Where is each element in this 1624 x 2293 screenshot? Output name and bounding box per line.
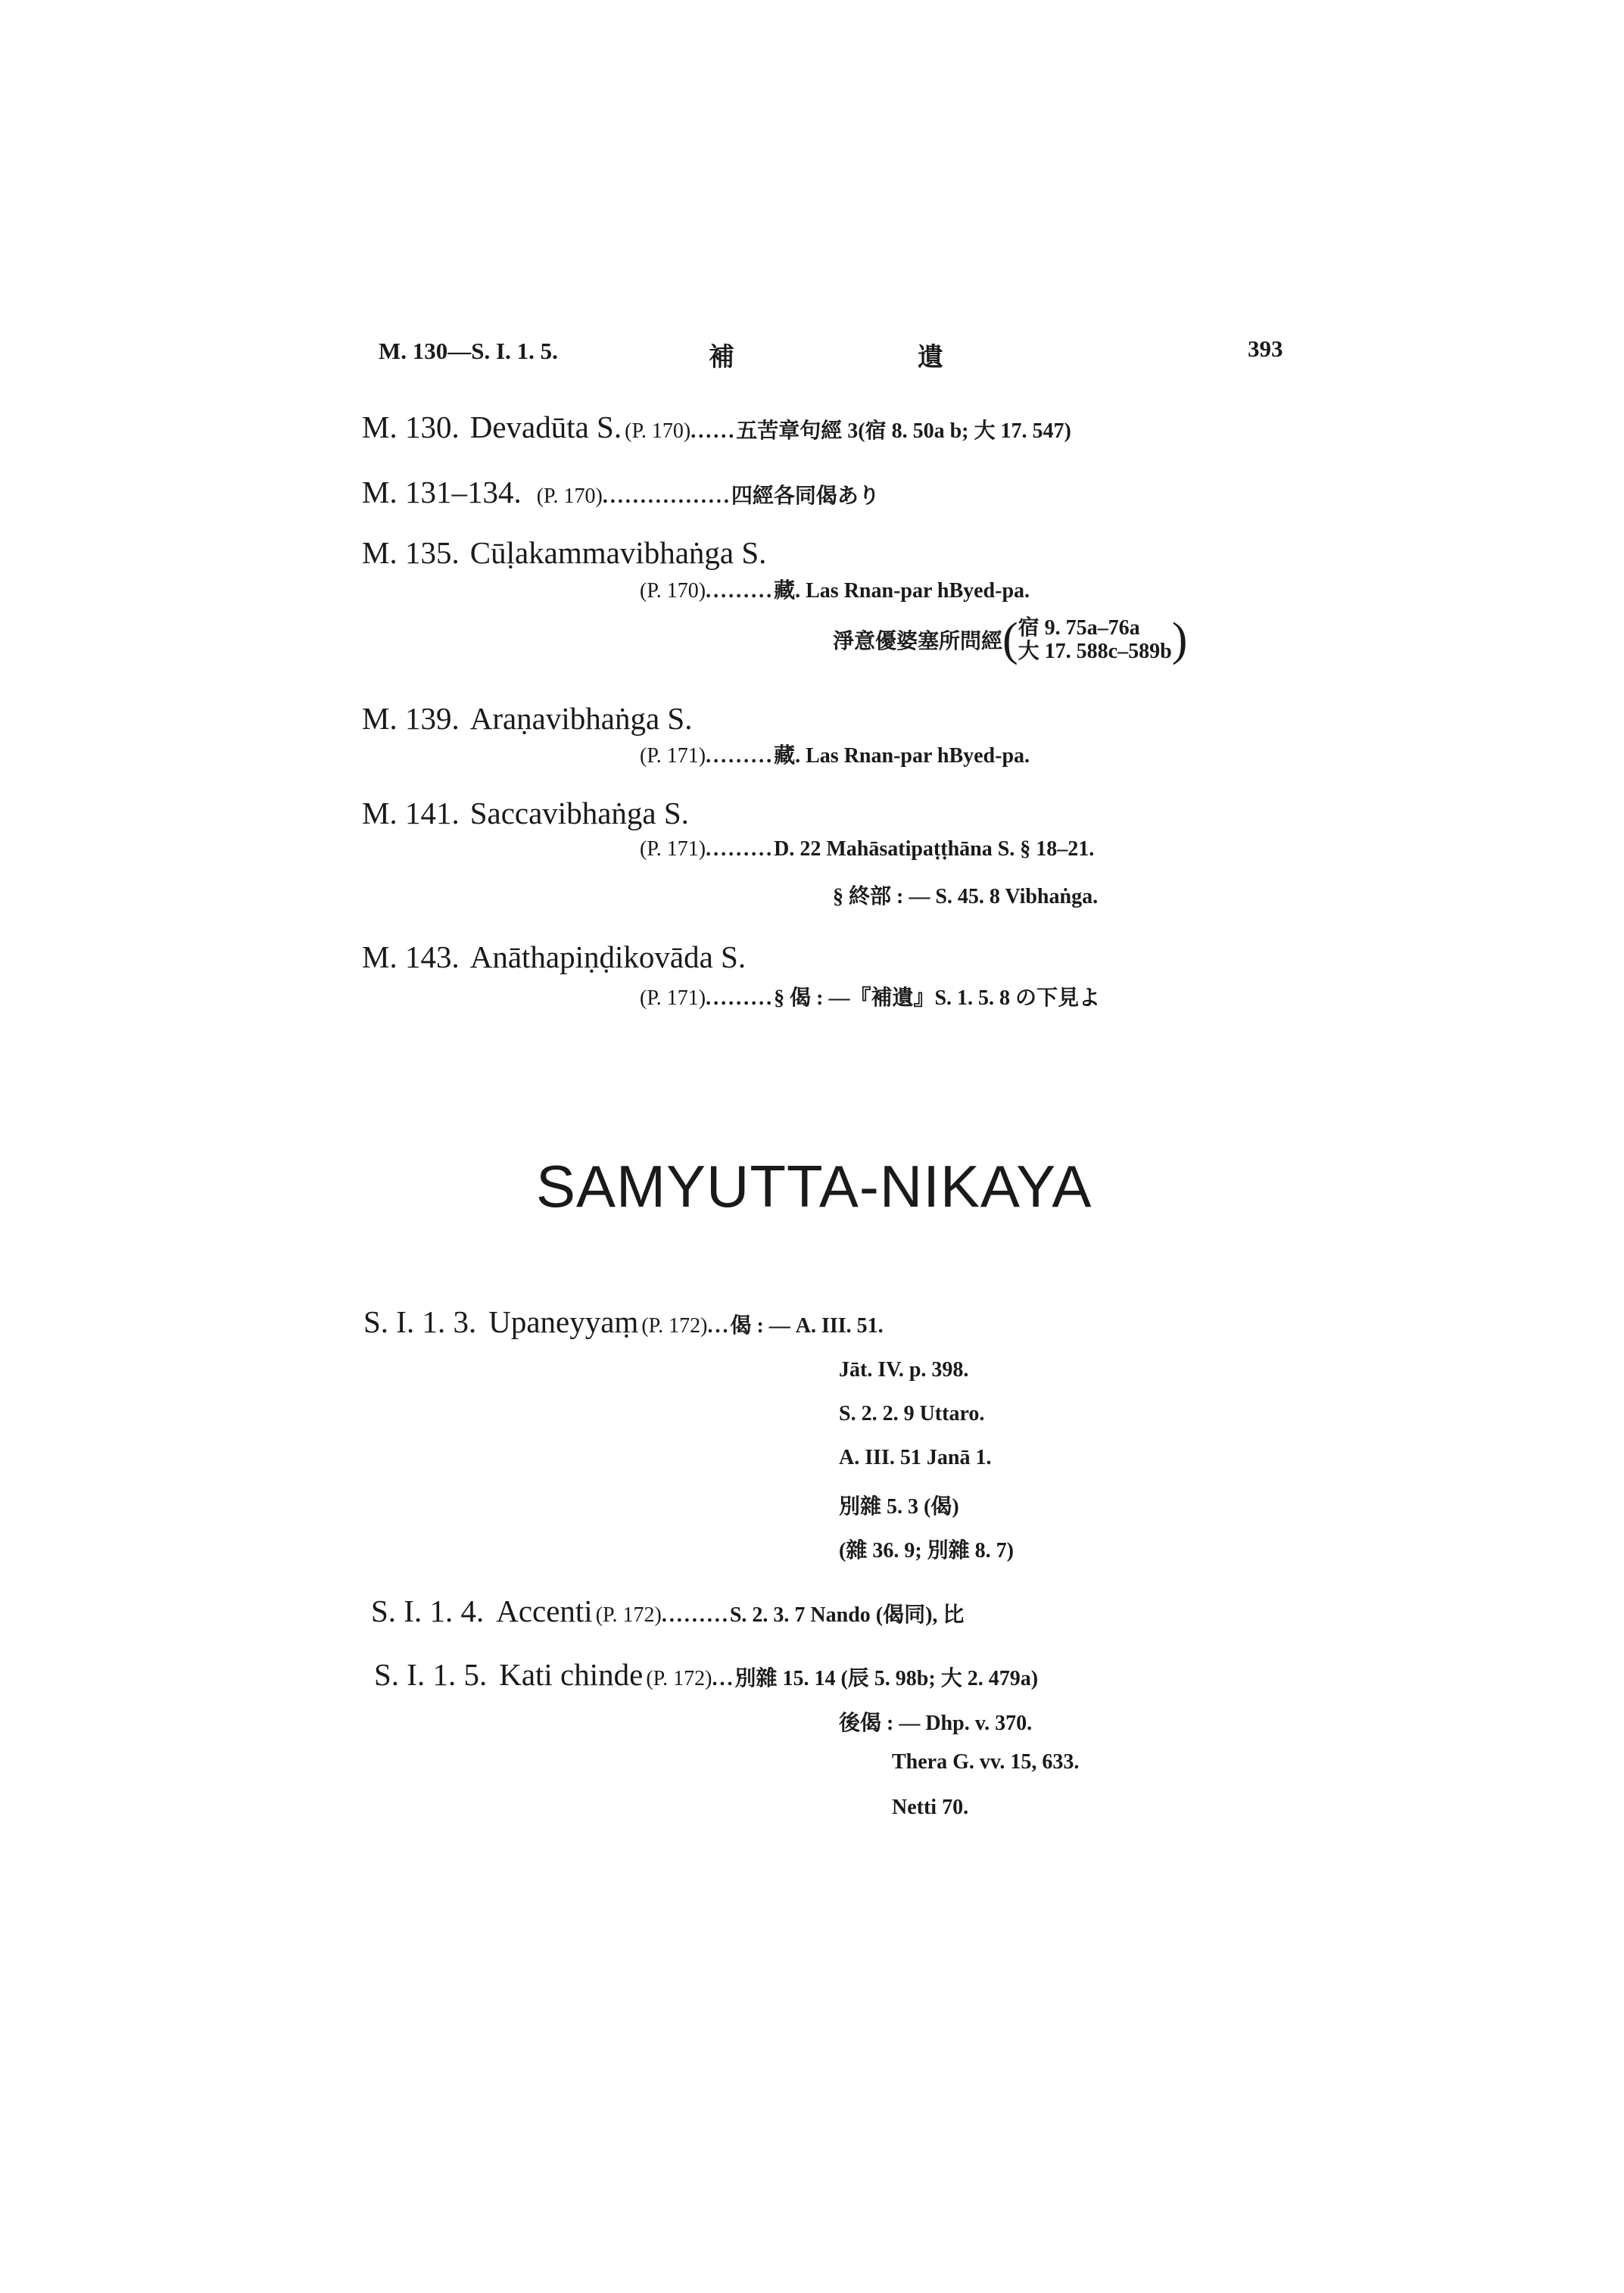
entry-page: (P. 170) <box>536 484 603 508</box>
entry-m139-ref <box>640 739 1030 769</box>
entry-title: Accenti <box>496 1594 593 1628</box>
page-number: 393 <box>1248 335 1283 362</box>
leader-dots: ................. <box>602 484 731 508</box>
entry-reference: 四經各同偈あり <box>731 484 880 508</box>
entry-reference: 藏. Las Rnan-par hByed-pa. <box>774 744 1030 768</box>
extra-line: 別雜 5. 3 (偈) <box>839 1495 959 1519</box>
running-header-title-right: 遺 <box>918 344 943 372</box>
leader-dots: ......... <box>706 744 775 768</box>
entry-page: (P. 170) <box>625 419 691 443</box>
entry-number: M. 135. <box>362 535 460 570</box>
entry-title: Devadūta S. <box>469 410 622 444</box>
entry-page: (P. 170) <box>640 579 706 603</box>
leader-dots: ......... <box>706 986 775 1010</box>
running-header-range: M. 130—S. I. 1. 5. <box>379 338 558 364</box>
extra-line: 宿 9. 75a–76a <box>1018 616 1140 640</box>
entry-s-i-1-3 <box>363 1304 884 1340</box>
extra-line: 大 17. 588c–589b <box>1018 640 1172 663</box>
leader-dots: ... <box>712 1667 735 1690</box>
entry-reference: 別雜 15. 14 (辰 5. 98b; 大 2. 479a) <box>734 1667 1039 1690</box>
entry-title: Cūḷakammavibhaṅga S. <box>469 535 767 570</box>
extra-line-indented: Netti 70. <box>892 1796 969 1819</box>
open-paren-glyph: ( <box>1002 614 1018 665</box>
extra-prefix: 淨意優婆塞所問經 <box>833 630 1003 653</box>
entry-title: Araṇavibhaṅga S. <box>469 701 693 736</box>
entry-number: M. 139. <box>362 701 460 736</box>
entry-m143-ref <box>640 981 1100 1011</box>
entry-page: (P. 172) <box>646 1667 712 1690</box>
entry-page: (P. 171) <box>640 837 706 861</box>
leader-dots: ......... <box>661 1603 730 1627</box>
entry-title: Kati chinde <box>499 1657 644 1692</box>
close-paren-glyph: ) <box>1171 614 1188 665</box>
entry-page: (P. 172) <box>595 1603 662 1627</box>
entry-reference: S. 2. 3. 7 Nando (偈同), 比 <box>729 1603 965 1627</box>
leader-dots: ......... <box>706 837 775 861</box>
entry-number: S. I. 1. 5. <box>374 1657 488 1692</box>
entry-s-i-1-5 <box>374 1656 1038 1693</box>
extra-line: A. III. 51 Janā 1. <box>839 1446 992 1469</box>
entry-m139-heading <box>362 700 692 737</box>
entry-number: M. 130. <box>362 410 460 444</box>
entry-s-i-1-4 <box>371 1593 964 1629</box>
entry-number: M. 131–134. <box>362 475 522 509</box>
entry-page: (P. 171) <box>640 744 706 768</box>
entry-m130 <box>362 409 1071 445</box>
entry-reference: § 偈 : —『補遺』S. 1. 5. 8 の下見よ <box>774 986 1101 1010</box>
leader-dots: ...... <box>690 419 737 443</box>
section-title: SAMYUTTA-NIKAYA <box>536 1153 1093 1220</box>
entry-m141-ref <box>640 837 1094 861</box>
entry-number: S. I. 1. 4. <box>371 1594 485 1628</box>
entry-number: S. I. 1. 3. <box>363 1304 477 1339</box>
entry-title: Saccavibhaṅga S. <box>469 796 689 830</box>
entry-title: Upaneyyaṃ <box>488 1304 639 1339</box>
running-header-title-left: 補 <box>709 344 734 372</box>
entry-page: (P. 172) <box>641 1314 708 1338</box>
extra-line: S. 2. 2. 9 Uttaro. <box>839 1402 985 1425</box>
extra-line: (雜 36. 9; 別雜 8. 7) <box>839 1539 1014 1562</box>
entry-m141-heading <box>362 795 689 831</box>
entry-m131-134 <box>362 474 880 510</box>
entry-reference: D. 22 Mahāsatipaṭṭhāna S. § 18–21. <box>774 837 1095 861</box>
entry-reference: 偈 : — A. III. 51. <box>730 1314 884 1338</box>
leader-dots: ......... <box>706 579 775 603</box>
paren-stack <box>1018 616 1172 663</box>
entry-m135-heading <box>362 534 766 571</box>
entry-m141-extra: § 終部 : — S. 45. 8 Vibhaṅga. <box>833 885 1099 908</box>
entry-title: Anāthapiṇḍikovāda S. <box>469 939 747 974</box>
leader-dots: ... <box>707 1314 731 1338</box>
entry-number: M. 143. <box>362 939 460 974</box>
entry-m135-extra <box>833 616 1187 663</box>
entry-m143-heading <box>362 939 746 975</box>
entry-number: M. 141. <box>362 796 460 830</box>
extra-line: 後偈 : — Dhp. v. 370. <box>839 1712 1033 1735</box>
extra-line-indented: Thera G. vv. 15, 633. <box>892 1750 1080 1774</box>
entry-m135-ref <box>640 574 1030 604</box>
entry-reference: 五苦章句經 3(宿 8. 50a b; 大 17. 547) <box>736 419 1071 443</box>
extra-line: Jāt. IV. p. 398. <box>839 1358 969 1382</box>
entry-reference: 藏. Las Rnan-par hByed-pa. <box>774 579 1030 603</box>
entry-page: (P. 171) <box>640 986 706 1010</box>
